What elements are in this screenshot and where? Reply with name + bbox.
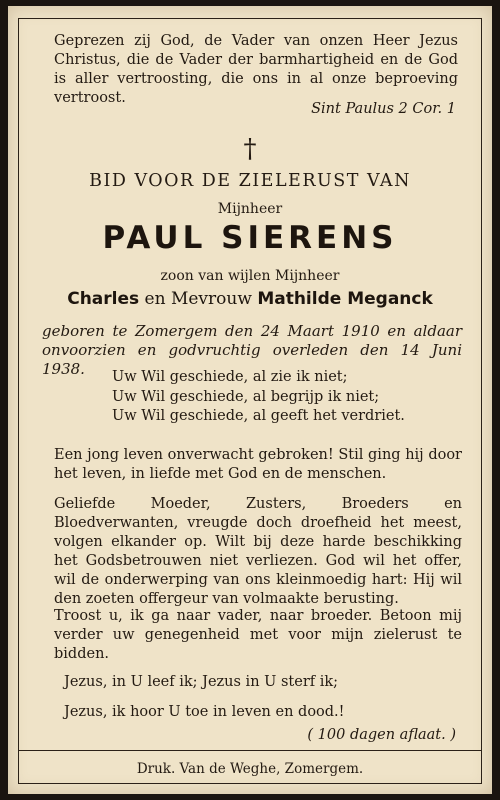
ejaculation-1: Jezus, in U leef ik; Jezus in U sterf ik;	[64, 674, 339, 690]
top-quote-text: Geprezen zij God, de Vader van onzen Heer Jezus Christus, die de Vader der barmhartigheid en de God is aller vertroosting, die ons in al onze beproeving vertroost.	[54, 33, 458, 106]
paragraph-2: Geliefde Moeder, Zusters, Broeders en Bloedverwanten, vreugde doch droefheid het meest, volgen elkander op. Wilt bij deze harde beschikking het Godsbetrouwen niet verliezen. God wil het offer, wil de onderwerping van ons kleinmoedig hart: Hij wil den zoeten offergeur van volmaakte berusting.	[54, 496, 462, 607]
heading: BID VOOR DE ZIELERUST VAN	[89, 171, 411, 191]
prayer-line: Uw Wil geschiede, al zie ik niet;	[112, 369, 348, 385]
ejaculation-2: Jezus, ik hoor U toe in leven en dood.!	[64, 704, 345, 720]
parents-conjunction: en Mevrouw	[144, 289, 252, 309]
printer-credit: Druk. Van de Weghe, Zomergem.	[136, 761, 364, 777]
indulgence-note: ( 100 dagen aflaat. )	[307, 727, 456, 743]
paragraph-3: Troost u, ik ga naar vader, naar broeder. Betoon mij verder uw genegenheid met voor mijn zielerust te bidden.	[54, 608, 462, 662]
bottom-divider	[18, 750, 482, 751]
paragraph-1: Een jong leven onverwacht gebroken! Stil ging hij door het leven, in liefde met God en de menschen.	[54, 447, 462, 482]
prayer-line: Uw Wil geschiede, al geeft het verdriet.	[112, 408, 405, 424]
deceased-name: PAUL SIERENS	[102, 220, 398, 256]
memorial-card	[8, 6, 492, 794]
prayer-line: Uw Wil geschiede, al begrijp ik niet;	[112, 388, 380, 405]
prayer-verse	[112, 368, 452, 427]
cross-icon: †	[243, 134, 257, 164]
birth-death-text: geboren te Zomergem den 24 Maart 1910 en aldaar onvoorzien en godvruchtig overleden den 14 Juni 1938.	[42, 322, 462, 378]
quote-source: Sint Paulus 2 Cor. 1	[311, 101, 456, 117]
son-of-line: zoon van wijlen Mijnheer	[160, 268, 340, 284]
title-prefix: Mijnheer	[217, 201, 283, 217]
mother-name: Mathilde Meganck	[257, 289, 433, 309]
parents-line	[8, 289, 492, 309]
father-name: Charles	[67, 289, 140, 309]
